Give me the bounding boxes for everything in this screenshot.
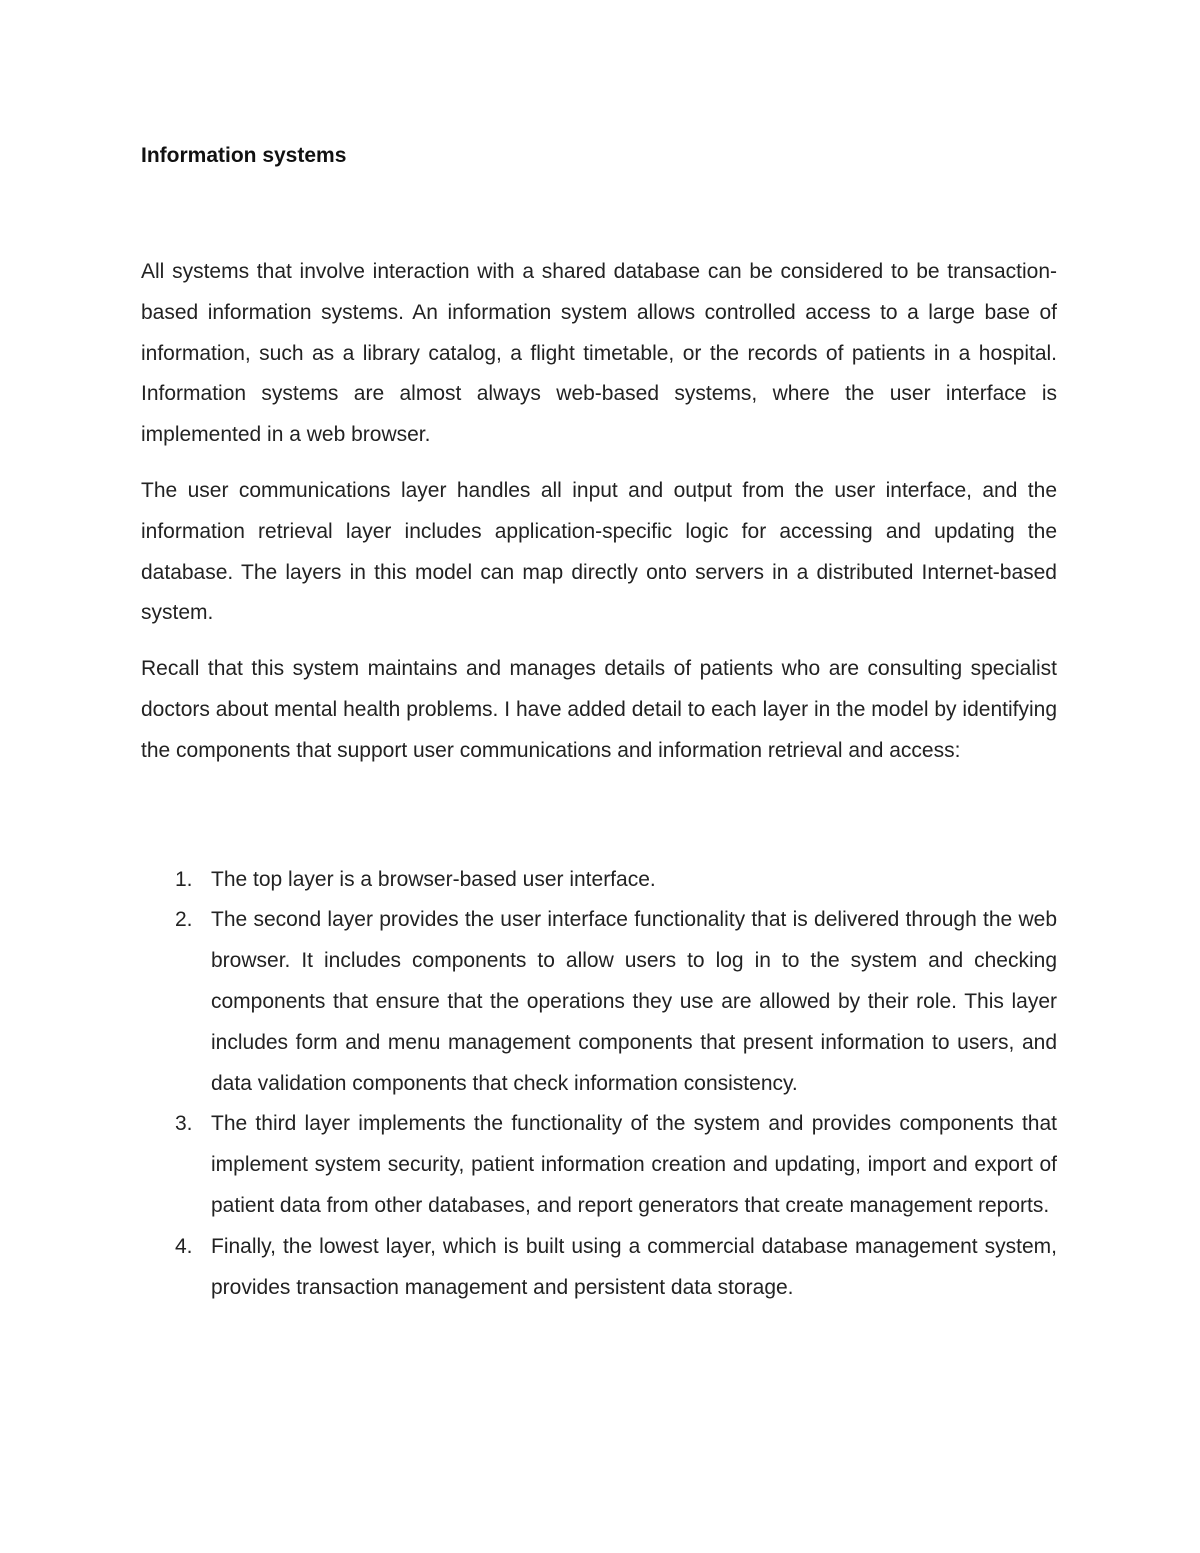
list-item-text: The second layer provides the user interface functionality that is delivered through the web browser. It includes components to allow users to log in to the system and checking components that ensure that the operations they use are allowed by their role. This layer includes form and menu management components that present information to users, and data validation components that check information consistency. bbox=[211, 908, 1057, 1095]
document-body bbox=[141, 140, 1057, 1308]
document-title: Information systems bbox=[141, 144, 347, 167]
list-number: 1. bbox=[175, 867, 193, 891]
list-number: 3. bbox=[175, 1112, 193, 1136]
list-item-text: The third layer implements the functionality of the system and provides components that implement system security, patient information creation and updating, import and export of patient data from other databases, and report generators that create management reports. bbox=[211, 1112, 1057, 1217]
paragraph-layers-overview: The user communications layer handles all input and output from the user interface, and the information retrieval layer includes application-specific logic for accessing and updating the database. The layers in this model can map directly onto servers in a distributed Internet-based system. bbox=[141, 478, 1057, 625]
list-item-layer-4 bbox=[141, 1227, 1057, 1309]
list-number: 4. bbox=[175, 1234, 193, 1258]
paragraph-system-detail: Recall that this system maintains and manages details of patients who are consulting specialist doctors about mental health problems. I have added detail to each layer in the model by identifying the components that support user communications and information retrieval and access: bbox=[141, 657, 1057, 762]
list-item-layer-3 bbox=[141, 1104, 1057, 1226]
list-number: 2. bbox=[175, 908, 193, 932]
paragraph-transaction-systems: All systems that involve interaction with a shared database can be considered to be transaction-based information systems. An information system allows controlled access to a large base of information, such as a library catalog, a flight timetable, or the records of patients in a hospital. Information systems are almost always web-based systems, where the user interface is implemented in a web browser. bbox=[141, 260, 1057, 447]
list-item-layer-2 bbox=[141, 900, 1057, 1104]
list-item-text: Finally, the lowest layer, which is built using a commercial database management system, provides transaction management and persistent data storage. bbox=[211, 1234, 1057, 1299]
list-item-layer-1 bbox=[141, 860, 1057, 901]
layer-list bbox=[141, 860, 1057, 1309]
list-item-text: The top layer is a browser-based user interface. bbox=[211, 867, 656, 891]
